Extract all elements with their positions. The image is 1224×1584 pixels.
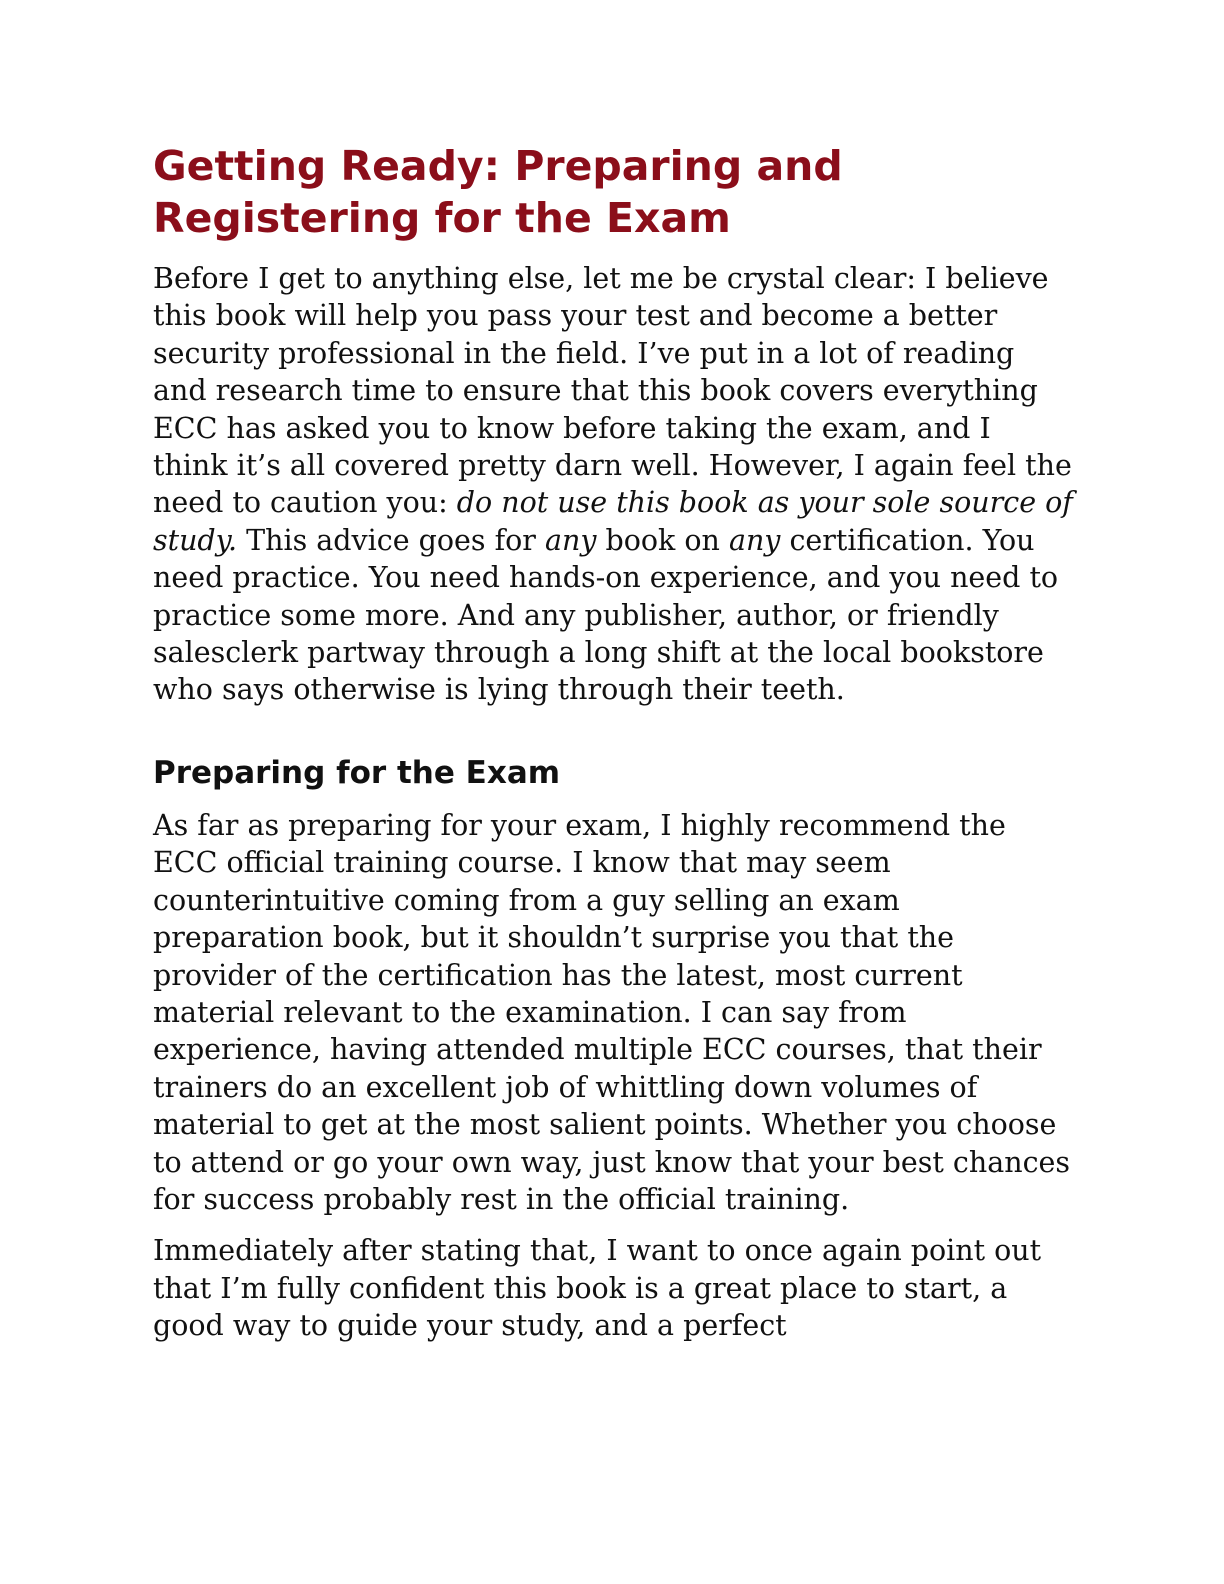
section-paragraph-2: Immediately after stating that, I want to once again point out that I’m fully confident this book is a great place to start, a good way to guide your study, and a perfect [153, 1234, 1042, 1343]
section-paragraph-1: As far as preparing for your exam, I highly recommend the ECC official training course. I know that may seem counterintuitive coming from a guy selling an exam preparation book, but it shouldn’t surprise you that the provider of the certification has the latest, most current material relevant to the examination. I can say from experience, having attended multiple ECC courses, that their trainers do an excellent job of whittling down volumes of material to get at the most salient points. Whether you choose to attend or go your own way, just know that your best chances for success probably rest in the official training. [153, 808, 1071, 1216]
intro-emphasis-2: any [544, 523, 597, 557]
document-page [153, 140, 1073, 1345]
intro-text-4: certification. You need practice. You need hands-on experience, and you need to practice some more. And any publisher, author, or friendly salesclerk partway through a long shift at the local bookstore who says otherwise is lying through their teeth. [153, 523, 1059, 707]
section-heading: Preparing for the Exam [153, 754, 561, 791]
page-title: Getting Ready: Preparing and Registering for the Exam [153, 142, 843, 242]
intro-text-1: Before I get to anything else, let me be crystal clear: I believe this book will help you pass your test and become a better security professional in the field. I’ve put in a lot of reading and research time to ensure that this book covers everything ECC has asked you to know before taking the exam, and I think it’s all covered pretty darn well. However, I again feel the need to caution you: [153, 262, 1072, 520]
intro-text-2: This advice goes for [237, 523, 545, 557]
intro-emphasis-3: any [728, 523, 781, 557]
intro-paragraph [153, 260, 1073, 709]
intro-text-3: book on [596, 523, 729, 557]
intro-emphasis-1: do not use this book as your sole source of study. [153, 486, 1073, 557]
